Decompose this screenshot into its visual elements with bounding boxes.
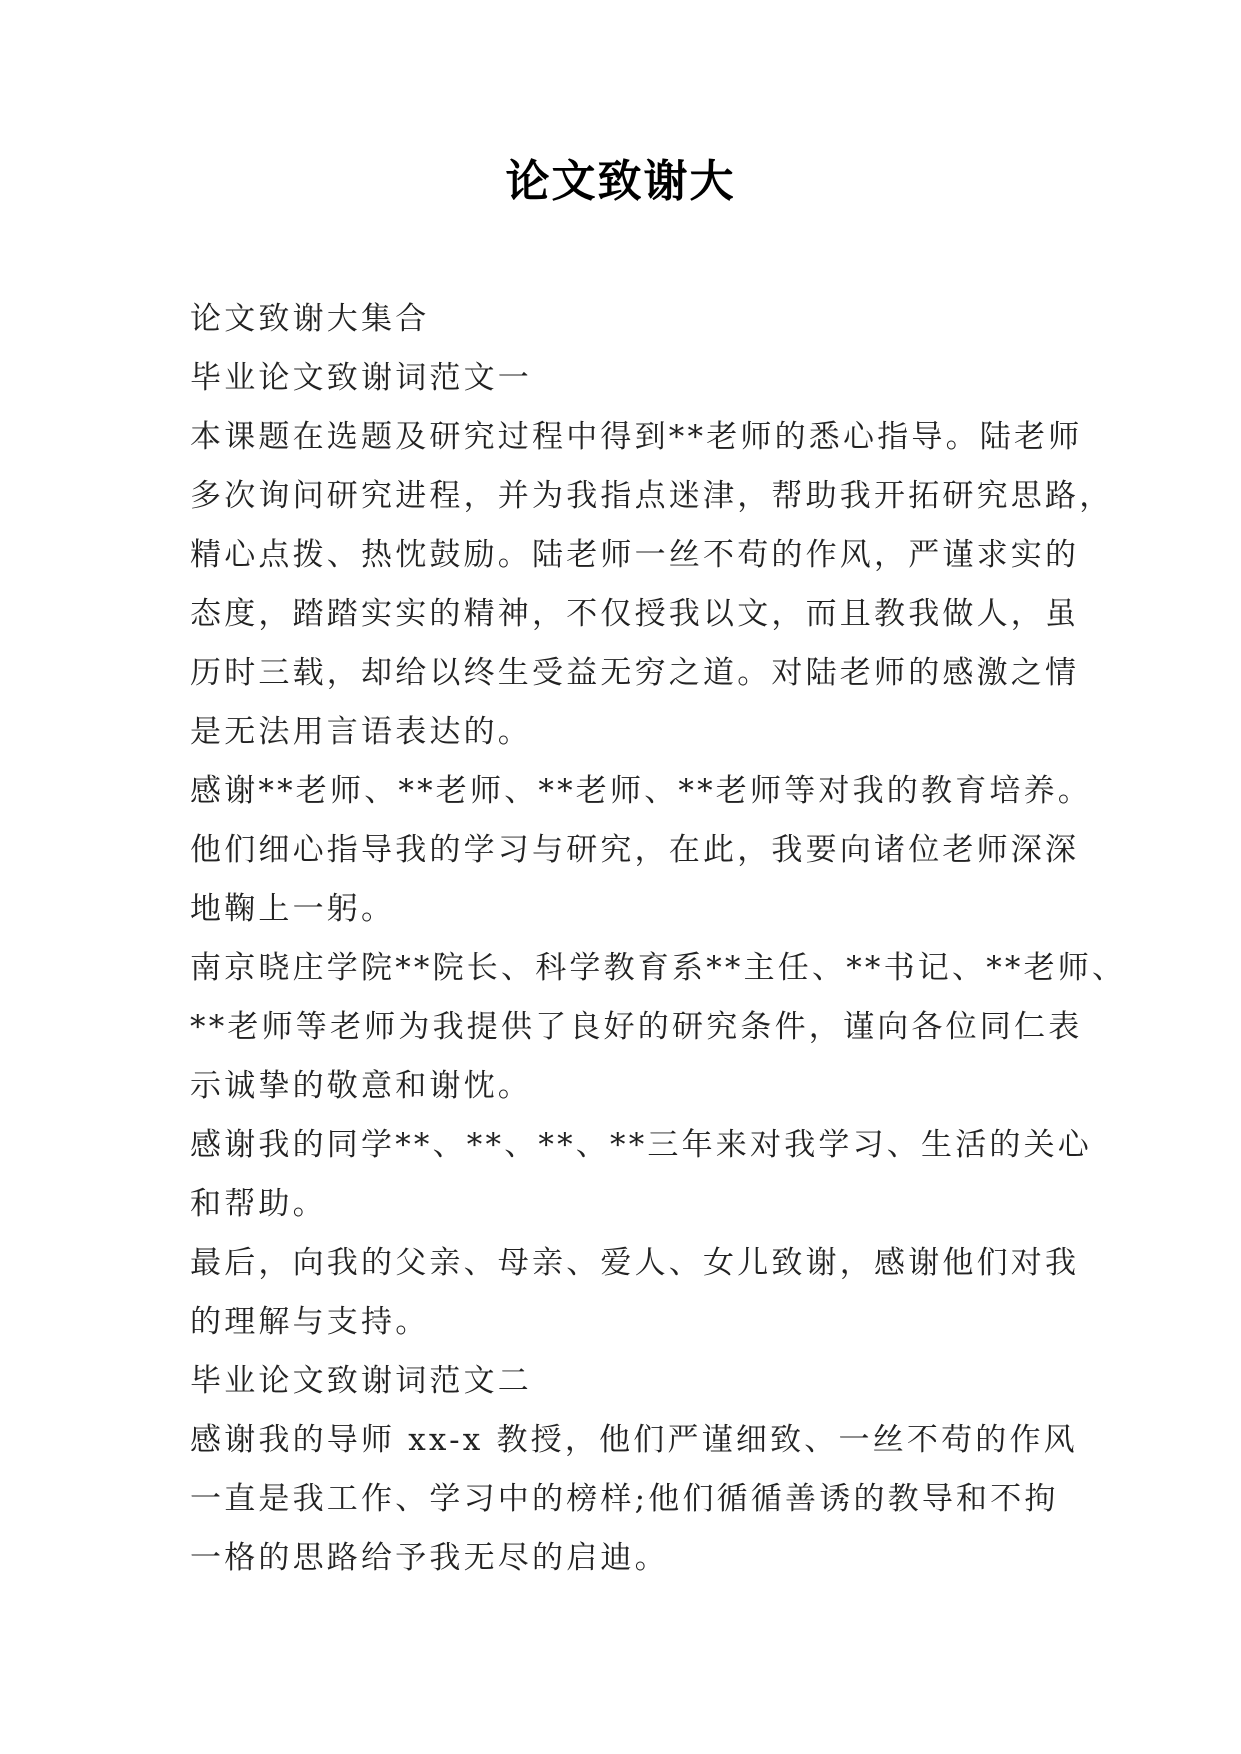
text-line: 一直是我工作、学习中的榜样;他们循循善诱的教导和不拘 bbox=[190, 1481, 1059, 1517]
text-line: 的理解与支持。 bbox=[190, 1304, 430, 1340]
text-line: 精心点拨、热忱鼓励。陆老师一丝不苟的作风，严谨求实的 bbox=[190, 537, 1080, 573]
text-line: 是无法用言语表达的。 bbox=[190, 714, 532, 750]
text-line: 毕业论文致谢词范文二 bbox=[190, 1363, 532, 1399]
document-body bbox=[190, 290, 1127, 1588]
text-line: 多次询问研究进程，并为我指点迷津，帮助我开拓研究思路， bbox=[190, 478, 1114, 514]
text-line: 最后，向我的父亲、母亲、爱人、女儿致谢，感谢他们对我 bbox=[190, 1245, 1080, 1281]
text-line: 历时三载，却给以终生受益无穷之道。对陆老师的感激之情 bbox=[190, 655, 1080, 691]
text-line: 南京晓庄学院**院长、科学教育系**主任、**书记、**老师、 bbox=[190, 950, 1127, 986]
text-line: 感谢**老师、**老师、**老师、**老师等对我的教育培养。 bbox=[190, 773, 1092, 809]
document-title: 论文致谢大 bbox=[505, 156, 736, 207]
text-line: 一格的思路给予我无尽的启迪。 bbox=[190, 1540, 669, 1576]
text-line: 毕业论文致谢词范文一 bbox=[190, 360, 532, 396]
text-line: 示诚挚的敬意和谢忱。 bbox=[190, 1068, 532, 1104]
text-line: 态度，踏踏实实的精神，不仅授我以文，而且教我做人，虽 bbox=[190, 596, 1080, 632]
text-line: 感谢我的导师 xx-x 教授，他们严谨细致、一丝不苟的作风 bbox=[190, 1422, 1078, 1458]
text-line: 论文致谢大集合 bbox=[190, 301, 430, 337]
text-line: 他们细心指导我的学习与研究，在此，我要向诸位老师深深 bbox=[190, 832, 1080, 868]
text-line: 本课题在选题及研究过程中得到**老师的悉心指导。陆老师 bbox=[190, 419, 1083, 455]
text-line: **老师等老师为我提供了良好的研究条件，谨向各位同仁表 bbox=[190, 1009, 1083, 1045]
text-line: 和帮助。 bbox=[190, 1186, 327, 1222]
text-line: 地鞠上一躬。 bbox=[190, 891, 396, 927]
text-line: 感谢我的同学**、**、**、**三年来对我学习、生活的关心 bbox=[190, 1127, 1092, 1163]
